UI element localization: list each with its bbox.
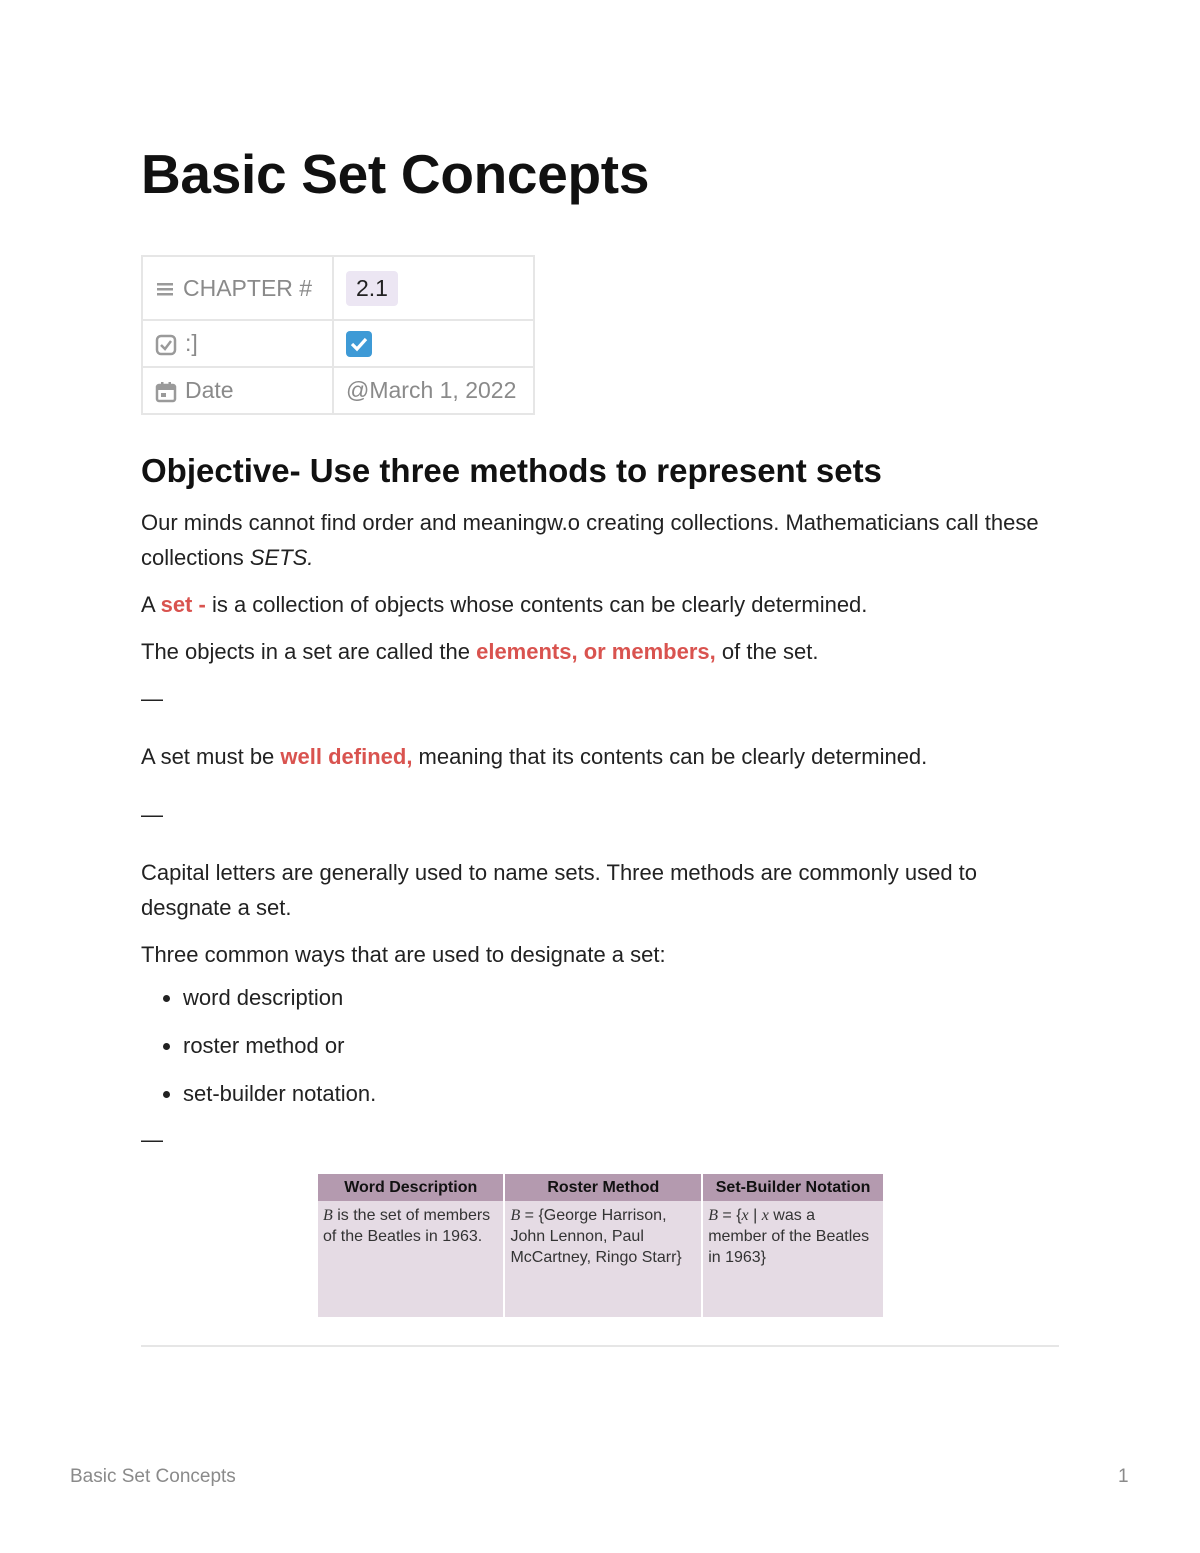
sets-emphasis: SETS.: [249, 545, 314, 570]
set-definition-prefix: A: [141, 592, 161, 617]
elements-prefix: The objects in a set are called the: [141, 639, 477, 664]
properties-table: [141, 255, 535, 415]
checkbox-label: :]: [185, 330, 198, 356]
intro-text: Our minds cannot find order and meaningw.o creating collections. Mathematicians call these collections: [141, 510, 1039, 570]
table-row: [318, 1201, 883, 1317]
chapter-label: CHAPTER #: [183, 274, 313, 301]
header-word-description: Word Description: [318, 1174, 504, 1201]
roster-text: = {George Harrison, John Lennon, Paul McCartney, Ringo Starr}: [510, 1207, 682, 1266]
text-lines-icon: [155, 279, 175, 299]
such-that-bar: |: [748, 1207, 762, 1224]
methods-list: [141, 974, 1061, 1118]
element-variable: x: [761, 1207, 769, 1224]
set-definition-paragraph: [141, 587, 1061, 622]
well-defined-prefix: A set must be: [141, 744, 281, 769]
header-set-builder: Set-Builder Notation: [702, 1174, 883, 1201]
page-title: Basic Set Concepts: [141, 143, 650, 205]
horizontal-divider: [141, 1345, 1059, 1347]
methods-comparison-table: [318, 1174, 883, 1317]
word-description-text: is the set of members of the Beatles in 1963.: [323, 1207, 491, 1245]
well-defined-suffix: meaning that its contents can be clearly determined.: [412, 744, 928, 769]
property-value-date[interactable]: [333, 367, 534, 414]
table-header-row: [318, 1174, 883, 1201]
set-definition-text: is a collection of objects whose contents can be clearly determined.: [205, 592, 868, 617]
objective-heading: Objective- Use three methods to represent sets: [141, 452, 882, 489]
set-term: set -: [160, 592, 206, 617]
chapter-chip[interactable]: 2.1: [346, 271, 398, 306]
property-row-date: [142, 367, 534, 414]
elements-term: elements, or members,: [476, 639, 716, 664]
divider-dash: —: [141, 1127, 163, 1152]
well-defined-term: well defined,: [280, 744, 413, 769]
checkbox-property-icon: [155, 334, 177, 356]
date-label: Date: [185, 377, 234, 403]
set-variable: B: [323, 1207, 333, 1224]
cell-roster-method: [504, 1201, 702, 1317]
checkmark-icon: [346, 331, 372, 357]
set-builder-open: = {: [717, 1207, 742, 1224]
list-item: • word description: [183, 974, 1061, 1022]
list-item: • set-builder notation.: [183, 1070, 1061, 1118]
element-variable: x: [741, 1207, 749, 1224]
property-row-chapter: [142, 256, 534, 320]
property-key-checkbox: [142, 320, 333, 367]
cell-word-description: [318, 1201, 504, 1317]
capital-letters-paragraph: Capital letters are generally used to name sets. Three methods are commonly used to desgnate a set.: [141, 860, 978, 920]
property-key-chapter: [142, 256, 333, 320]
three-ways-paragraph: Three common ways that are used to designate a set:: [141, 942, 666, 967]
property-row-checkbox: [142, 320, 534, 367]
property-value-checkbox: [333, 320, 534, 367]
divider-dash: —: [141, 686, 163, 711]
divider-dash: —: [141, 802, 163, 827]
intro-paragraph: [141, 505, 1061, 575]
cell-set-builder: [702, 1201, 883, 1317]
well-defined-paragraph: [141, 739, 1061, 774]
calendar-icon: [155, 381, 177, 403]
elements-paragraph: [141, 634, 1061, 669]
footer-page-number: 1: [1118, 1466, 1129, 1487]
property-key-date: [142, 367, 333, 414]
list-item: • roster method or: [183, 1022, 1061, 1070]
set-builder-condition: was a member of the Beatles in 1963}: [708, 1207, 870, 1266]
set-variable: B: [708, 1207, 718, 1224]
header-roster-method: Roster Method: [504, 1174, 702, 1201]
body-content: [141, 505, 1061, 1157]
elements-suffix: of the set.: [715, 639, 819, 664]
date-value[interactable]: @March 1, 2022: [346, 377, 517, 403]
checked-checkbox[interactable]: [346, 331, 372, 357]
footer-title: Basic Set Concepts: [70, 1466, 236, 1487]
property-value-chapter[interactable]: [333, 256, 534, 320]
set-variable: B: [510, 1207, 521, 1224]
